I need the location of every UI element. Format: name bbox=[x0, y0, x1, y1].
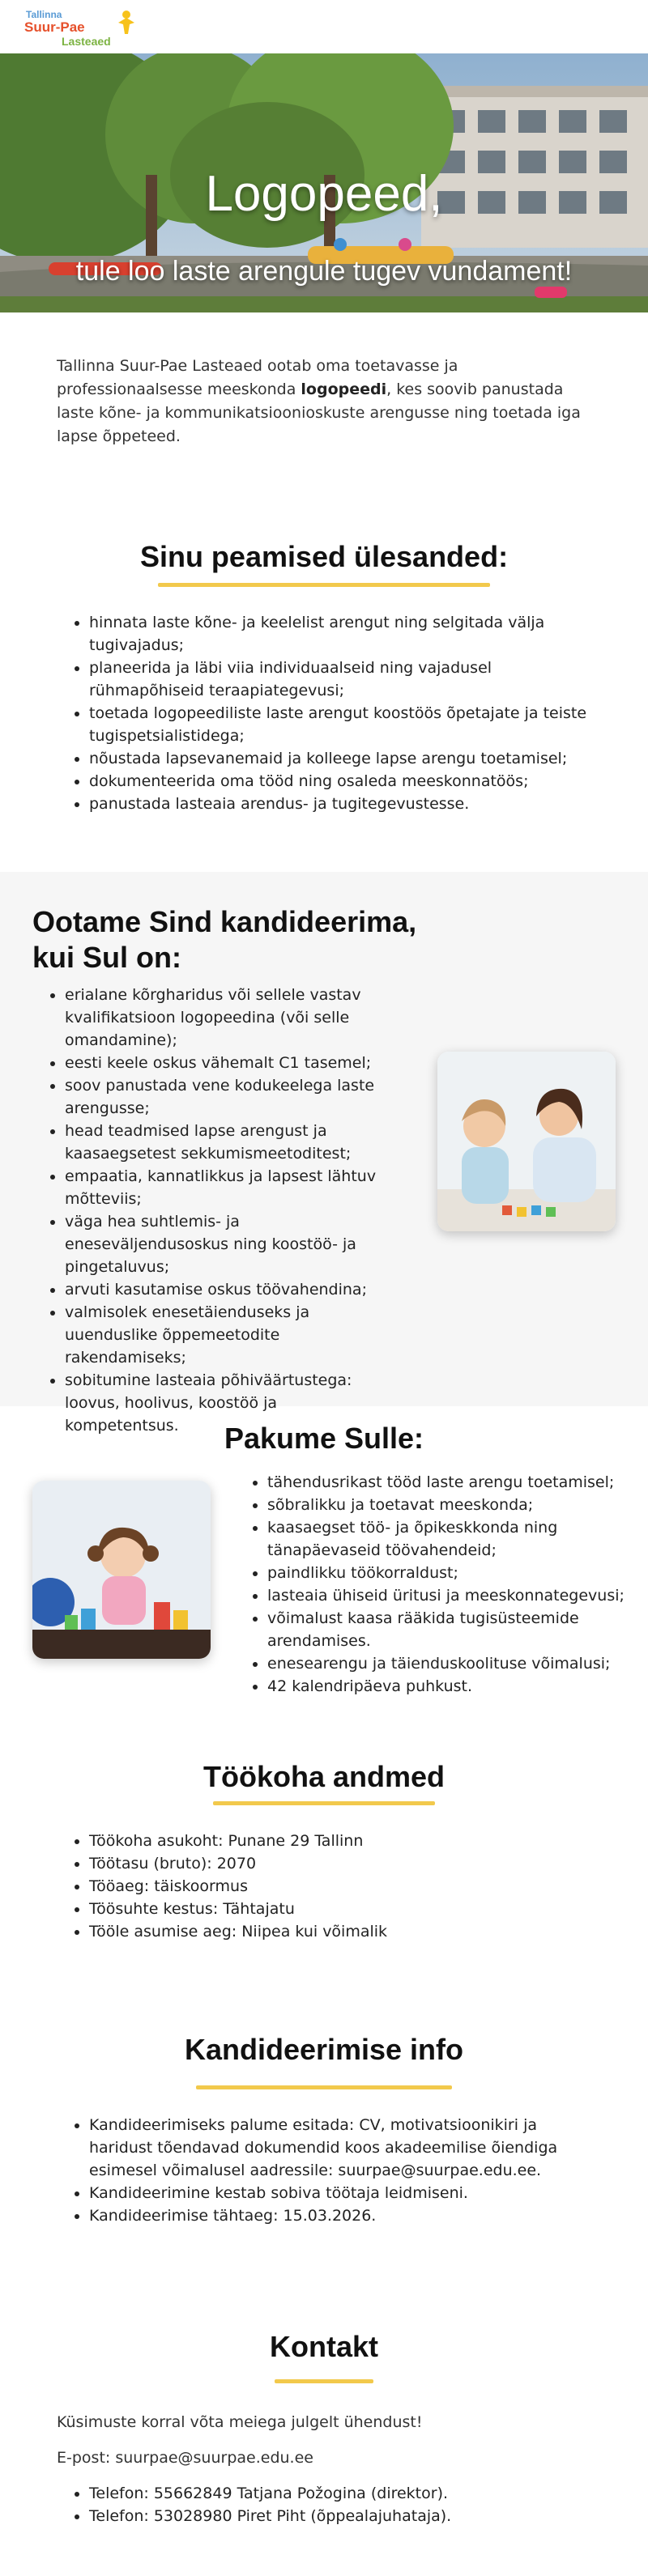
list-item: • hinnata laste kõne- ja keelelist arengut ning selgitada välja tugivajadus; bbox=[89, 611, 588, 657]
tasks-title: Sinu peamised ülesanded: bbox=[139, 540, 509, 573]
list-item: • 42 kalendripäeva puhkust. bbox=[267, 1675, 629, 1698]
hero-subtitle: tule loo laste arengule tugev vundament! bbox=[75, 256, 573, 287]
list-item: • panustada lasteaia arendus- ja tugitegevustesse. bbox=[89, 793, 588, 815]
list-item: • Tööle asumise aeg: Niipea kui võimalik bbox=[89, 1920, 588, 1943]
list-item[interactable]: • Telefon: 53028980 Piret Piht (õppealajuhataja). bbox=[89, 2505, 588, 2527]
contact-underline bbox=[275, 2379, 373, 2383]
contact-question: Küsimuste korral võta meiega julgelt ühendust! bbox=[57, 2413, 423, 2431]
intro-bold-role: logopeedi bbox=[301, 380, 387, 398]
list-item: • Töösuhte kestus: Tähtajatu bbox=[89, 1898, 588, 1920]
logo-line3: Lasteaed bbox=[62, 35, 111, 48]
therapist-photo bbox=[437, 1052, 616, 1231]
hero-banner bbox=[0, 53, 648, 312]
intro-text-end: , kes soovib panustada laste kõne- ja kommunikatsioonioskuste arengusse ning toetada iga lapse õppeteed. bbox=[57, 380, 581, 445]
site-header bbox=[0, 0, 648, 53]
contact-section bbox=[0, 2329, 648, 2527]
list-item: • võimalust kaasa rääkida tugisüsteemide arendamises. bbox=[267, 1607, 629, 1652]
contact-phone-list bbox=[70, 2482, 588, 2527]
list-item: • enesearengu ja täienduskoolituse võimalusi; bbox=[267, 1652, 629, 1675]
list-item: • Kandideerimiseks palume esitada: CV, motivatsioonikiri ja haridust tõendavad dokumendid koos akadeemilise õiendiga esimesel võimalusel aadressile: suurpae@suurpae.edu.ee. bbox=[89, 2114, 588, 2182]
job-details-title: Töökoha andmed bbox=[202, 1760, 446, 1793]
requirements-title: Ootame Sind kandideerima, kui Sul on: bbox=[32, 905, 417, 974]
tasks-list bbox=[70, 611, 588, 815]
list-item: • Töötasu (bruto): 2070 bbox=[89, 1852, 588, 1875]
offer-title: Pakume Sulle: bbox=[224, 1422, 424, 1455]
application-info-title: Kandideerimise info bbox=[184, 2033, 464, 2066]
list-item: • sobitumine lasteaia põhiväärtustega: loovus, hoolivus, koostöö ja kompetentsus. bbox=[65, 1369, 394, 1437]
tasks-title-underline bbox=[158, 583, 490, 587]
list-item: • arvuti kasutamise oskus töövahendina; bbox=[65, 1278, 394, 1301]
job-details-list bbox=[70, 1830, 588, 1943]
job-details-section bbox=[0, 1759, 648, 1943]
intro-paragraph bbox=[0, 355, 648, 448]
offer-list bbox=[248, 1471, 629, 1698]
logo-sun-icon bbox=[122, 11, 130, 19]
list-item: • tähendusrikast tööd laste arengu toetamisel; bbox=[267, 1471, 629, 1494]
list-item: • kaasaegset töö- ja õpikeskkonda ning tänapäevaseid töövahendeid; bbox=[267, 1516, 629, 1562]
list-item: • väga hea suhtlemis- ja eneseväljendusoskus ning koostöö- ja pingetaluvus; bbox=[65, 1210, 394, 1278]
list-item: • dokumenteerida oma tööd ning osaleda meeskonnatöös; bbox=[89, 770, 588, 793]
list-item: • sõbralikku ja toetavat meeskonda; bbox=[267, 1494, 629, 1516]
list-item: • head teadmised lapse arengust ja kaasaegsetest sekkumismeetoditest; bbox=[65, 1120, 394, 1165]
application-info-underline bbox=[196, 2085, 452, 2089]
list-item: • lasteaia ühiseid üritusi ja meeskonnategevusi; bbox=[267, 1584, 629, 1607]
list-item: • valmisolek enesetäienduseks ja uuenduslike õppemeetodite rakendamiseks; bbox=[65, 1301, 394, 1369]
tasks-section bbox=[0, 539, 648, 815]
list-item: • nõustada lapsevanemaid ja kolleege lapse arengu toetamisel; bbox=[89, 747, 588, 770]
offer-section bbox=[0, 1406, 648, 1714]
hero-title: Logopeed, bbox=[205, 166, 443, 222]
application-info-list bbox=[70, 2114, 588, 2227]
list-item[interactable]: • Telefon: 55662849 Tatjana Požogina (direktor). bbox=[89, 2482, 588, 2505]
list-item: • Kandideerimise tähtaeg: 15.03.2026. bbox=[89, 2204, 588, 2227]
job-details-underline bbox=[213, 1801, 435, 1805]
list-item: • paindlikku töökorraldust; bbox=[267, 1562, 629, 1584]
list-item: • Tööaeg: täiskoormus bbox=[89, 1875, 588, 1898]
logo-line1: Tallinna bbox=[26, 9, 62, 20]
requirements-section bbox=[0, 872, 648, 1435]
list-item: • soov panustada vene kodukeelega laste arengusse; bbox=[65, 1074, 394, 1120]
list-item: • erialane kõrgharidus või sellele vastav kvalifikatsioon logopeedina (või selle omandamine); bbox=[65, 984, 394, 1052]
list-item: • Töökoha asukoht: Punane 29 Tallinn bbox=[89, 1830, 588, 1852]
list-item: • empaatia, kannatlikkus ja lapsest lähtuv mõtteviis; bbox=[65, 1165, 394, 1210]
child-playing-photo bbox=[32, 1481, 211, 1659]
suur-pae-logo[interactable] bbox=[23, 6, 165, 49]
application-info-section bbox=[0, 2032, 648, 2227]
list-item: • toetada logopeediliste laste arengut koostöös õpetajate ja teiste tugispetsialistidega; bbox=[89, 702, 588, 747]
list-item: • planeerida ja läbi viia individuaalseid ning vajadusel rühmapõhiseid teraapiategevusi; bbox=[89, 657, 588, 702]
page-bottom-spacer bbox=[0, 2527, 648, 2576]
list-item: • Kandideerimine kestab sobiva töötaja leidmiseni. bbox=[89, 2182, 588, 2204]
list-item: • eesti keele oskus vähemalt C1 tasemel; bbox=[65, 1052, 394, 1074]
requirements-list bbox=[45, 984, 394, 1437]
contact-title: Kontakt bbox=[270, 2330, 378, 2363]
intro-text-start: Tallinna Suur-Pae Lasteaed ootab oma toetavasse ja professionaalsesse meeskonda bbox=[57, 357, 458, 398]
logo-figure-icon bbox=[118, 18, 134, 34]
contact-email[interactable]: E-post: suurpae@suurpae.edu.ee bbox=[57, 2449, 313, 2467]
logo-line2: Suur-Pae bbox=[24, 19, 85, 35]
